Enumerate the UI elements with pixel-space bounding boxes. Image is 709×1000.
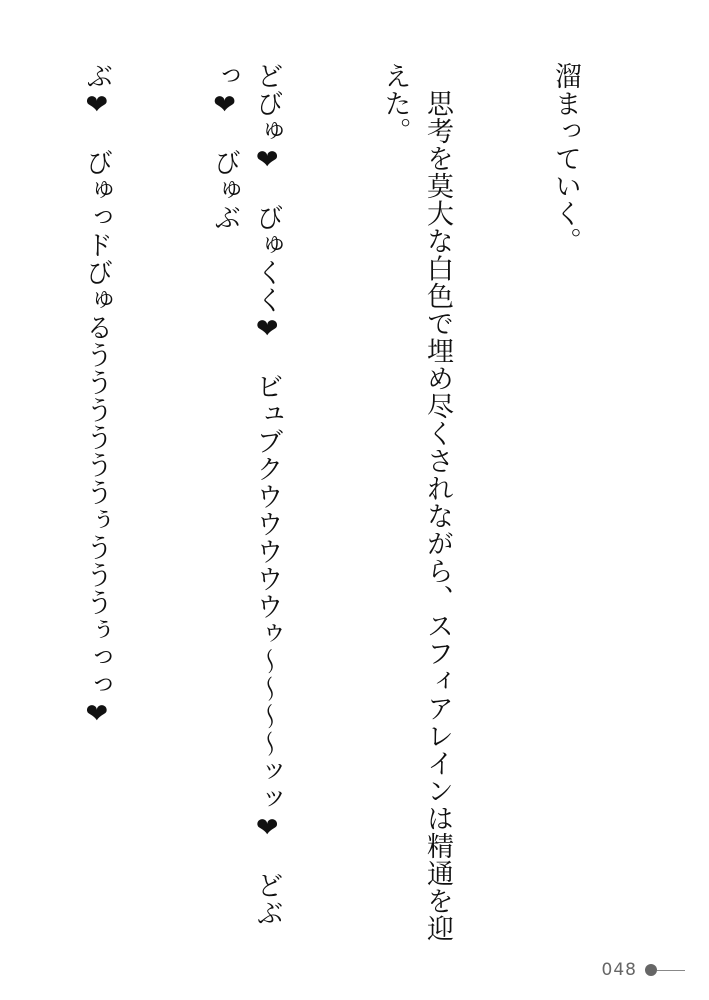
vertical-body-text xyxy=(0,62,671,942)
text-line-3: どびゅ❤ びゅくく❤ ビュブクウウウウウゥ〜〜〜〜ッッ❤ どぶっ❤ びゅぶ xyxy=(209,62,283,927)
bullet-dot-icon xyxy=(645,964,657,976)
footer-rule xyxy=(657,970,685,971)
page-number: 048 xyxy=(601,960,637,980)
page-footer xyxy=(602,960,685,980)
text-line-4: ぶ❤ びゅっドびゅるううううううぅうううぅっっ❤ xyxy=(81,62,113,730)
text-line-2: 思考を莫大な白色で埋め尽くされながら、スフィアレインは精通を迎えた。 xyxy=(379,62,454,942)
text-line-1: 溜まっていく。 xyxy=(549,62,581,255)
